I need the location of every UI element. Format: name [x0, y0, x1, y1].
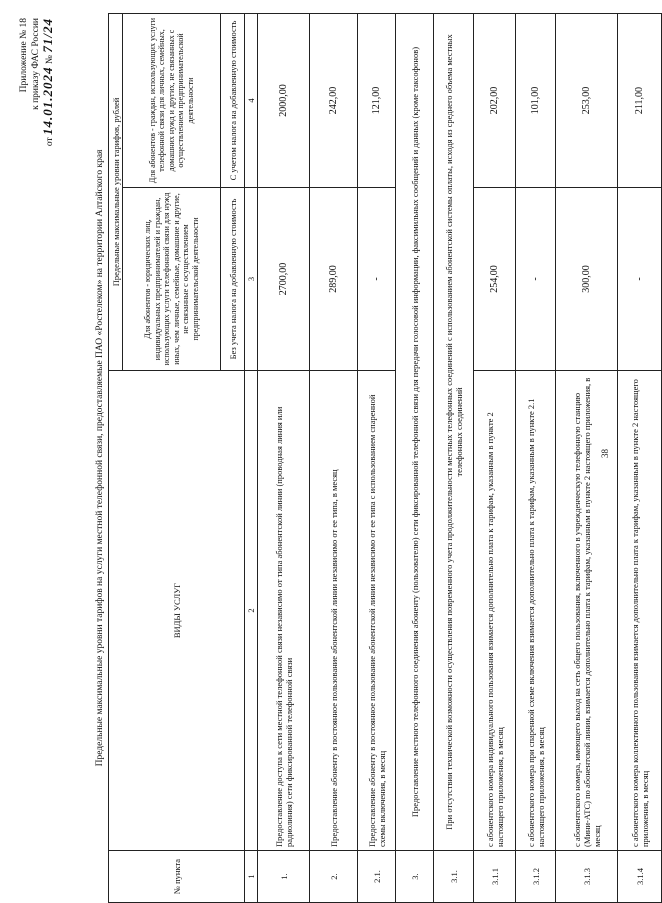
row-individual-value: 242,00	[310, 14, 358, 188]
table-row	[618, 14, 662, 903]
row-num: 2.1.	[358, 851, 396, 903]
annex-date-prefix: от	[45, 137, 55, 147]
row-individual-value: 101,00	[516, 14, 556, 188]
table-row	[358, 14, 396, 903]
tariff-table	[108, 13, 662, 903]
annex-number: 71/24	[40, 18, 55, 53]
table-row	[434, 14, 474, 903]
row-legal-value: 254,00	[474, 188, 516, 371]
header-with-vat: С учетом налога на добавленную стоимость	[221, 14, 245, 188]
row-individual-value: 211,00	[618, 14, 662, 188]
row-text: Предоставление абоненту в постоянное пользование абонентской линии независимо от ее типа, в месяц	[310, 371, 358, 851]
annex-number-prefix: №	[45, 55, 55, 65]
row-legal-value: 300,00	[556, 188, 618, 371]
row-num: 3.1.2	[516, 851, 556, 903]
table-row	[516, 14, 556, 903]
col-number-1: 1	[245, 851, 258, 903]
row-text: При отсутствии технической возможности осуществления повременного учета продолжительности местных телефонных соединений с использованием абонентской системы оплаты, исходя из среднего объема местных телефонных соединений	[434, 14, 474, 851]
row-individual-value: 202,00	[474, 14, 516, 188]
table-row	[310, 14, 358, 903]
row-num: 3.1.4	[618, 851, 662, 903]
col-number-2: 2	[245, 371, 258, 851]
row-text: Предоставление местного телефонного соединения абоненту (пользователю) сети фиксированной телефонной связи для передачи голосовой информации, факсимильных сообщений и данных (кроме таксофонов)	[396, 14, 434, 851]
row-individual-value: 121,00	[358, 14, 396, 188]
annex-block	[18, 18, 56, 158]
row-individual-value: 2000,00	[258, 14, 310, 188]
row-text: Предоставление доступа к сети местной телефонной связи независимо от типа абонентской линии (проводная линия или радиолиния) сети фиксированной телефонной связи	[258, 371, 310, 851]
header-num: № пункта	[109, 851, 245, 903]
header-legal: Для абонентов - юридических лиц, индивидуальных предпринимателей и граждан, использующих услуги телефонной связи для нужд иных, чем личные, семейные, домашние и другие, не связанные с осуществлением предпринимательской деятельности	[123, 188, 221, 371]
annex-order: к приказу ФАС России	[31, 18, 41, 110]
col-number-3: 3	[245, 188, 258, 371]
row-num: 2.	[310, 851, 358, 903]
row-text: с абонентского номера при спаренной схеме включения взимается дополнительно плата к тарифам, указанным в пункте 2.1 настоящего приложения, в месяц	[516, 371, 556, 851]
header-no-vat: Без учета налога на добавленную стоимость	[221, 188, 245, 371]
header-services: ВИДЫ УСЛУГ	[109, 371, 245, 851]
table-row	[474, 14, 516, 903]
row-text: с абонентского номера индивидуального пользования взимается дополнительно плата к тарифам, указанным в пункте 2 настоящего приложения, в месяц	[474, 371, 516, 851]
row-legal-value: 289,00	[310, 188, 358, 371]
annex-date: 14.01.2024	[40, 66, 55, 135]
row-legal-value: -	[358, 188, 396, 371]
row-text: Предоставление абоненту в постоянное пользование абонентской линии независимо от ее типа с использованием спаренной схемы включения, в месяц	[358, 371, 396, 851]
table-row	[556, 14, 618, 903]
row-num: 3.1.3	[556, 851, 618, 903]
row-num: 3.1.	[434, 851, 474, 903]
table-row	[396, 14, 434, 903]
row-num: 3.	[396, 851, 434, 903]
page-number: 38	[600, 449, 610, 458]
annex-date-line	[42, 18, 56, 158]
row-num: 1.	[258, 851, 310, 903]
row-individual-value: 253,00	[556, 14, 618, 188]
row-legal-value: -	[618, 188, 662, 371]
annex-title: Приложение № 18	[19, 18, 29, 93]
table-row	[258, 14, 310, 903]
row-text: с абонентского номера коллективного пользования взимается дополнительно плата к тарифам, указанным в пункте 2 настоящего приложения, в месяц	[618, 371, 662, 851]
row-legal-value: 2700,00	[258, 188, 310, 371]
document-title: Предельные максимальные уровни тарифов на услуги местной телефонной связи, предоставляемые ПАО «Ростелеком» на территории Алтайского края	[95, 149, 105, 767]
header-individual: Для абонентов - граждан, использующих услуги телефонной связи для личных, семейных, домашних нужд и других, не связанных с осуществлением предпринимательской деятельности	[123, 14, 221, 188]
col-number-4: 4	[245, 14, 258, 188]
row-num: 3.1.1	[474, 851, 516, 903]
row-legal-value: -	[516, 188, 556, 371]
header-group: Предельные максимальные уровни тарифов, рублей	[109, 14, 123, 371]
row-text: с абонентского номера, имеющего выход на сеть общего пользования, включенного в учрежденческую телефонную станцию (Мини-АТС) по абонентской линии, взимается дополнительно плата к тарифам, указанным в пункте 2 настоящего приложения, в месяц	[556, 371, 618, 851]
